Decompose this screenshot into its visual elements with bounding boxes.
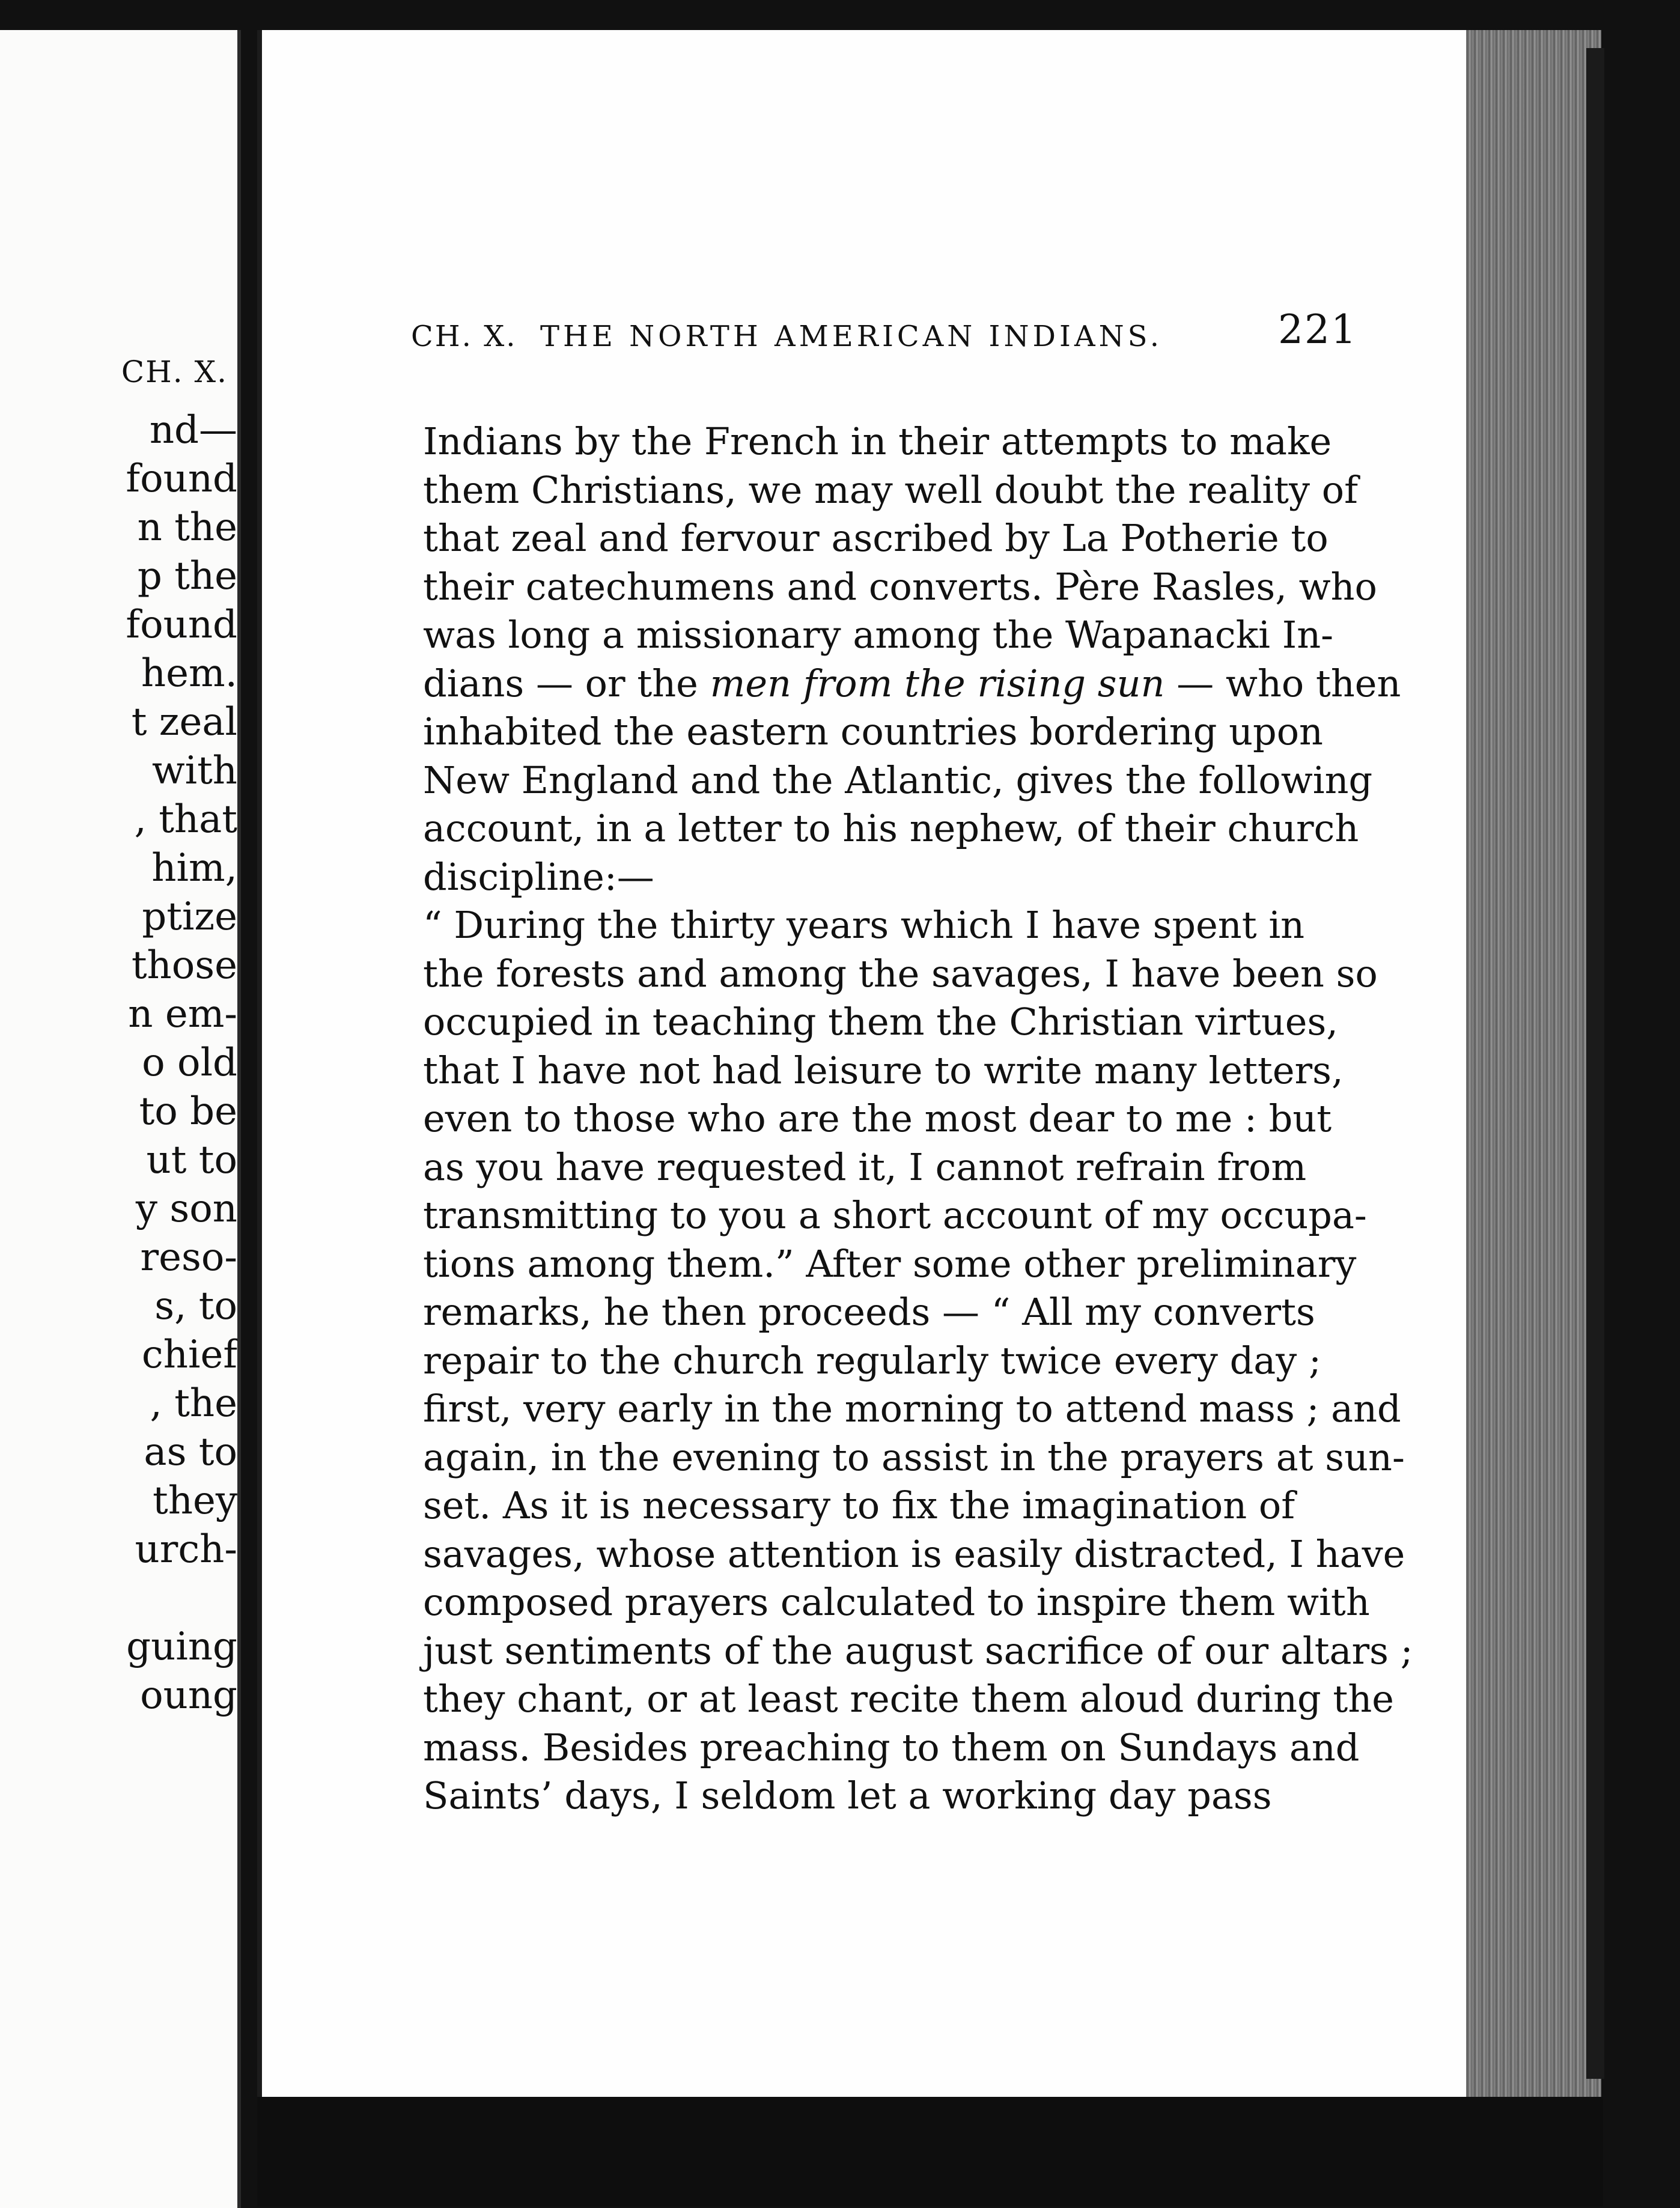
text-line: Saints’ days, I seldom let a working day pass [423,1774,1272,1817]
text-line: the forests and among the savages, I have been so [423,951,1378,996]
chapter-label: CH. X. [411,320,517,353]
text-line: “ During the thirty years which I have spent in [423,903,1305,947]
previous-page [0,30,241,2208]
text-line: remarks, he then proceeds — “ All my converts [423,1290,1315,1334]
text-line: just sentiments of the august sacrifice of our altars ; [423,1628,1413,1673]
running-header [411,306,1357,360]
text-line: set. As it is necessary to fix the imagination of [423,1483,1295,1527]
text-line: inhabited the eastern countries bordering upon [423,710,1323,753]
text-line: Indians by the French in their attempts to make [423,419,1332,463]
previous-page-line: t zeal [131,700,237,744]
italic-phrase: men from the rising sun [710,661,1165,705]
previous-page-line: nd— [149,408,237,452]
previous-page-line: urch- [135,1527,237,1572]
page-number: 221 [1278,306,1357,353]
text-line: account, in a letter to his nephew, of their church [423,806,1359,850]
text-line: them Christians, we may well doubt the reality of [423,467,1359,512]
previous-page-line: as to [144,1430,237,1474]
text-line: mass. Besides preaching to them on Sundays and [423,1725,1360,1769]
previous-page-header: CH. X. [121,354,228,389]
previous-page-line: oung [140,1673,237,1718]
text-line [423,660,1401,708]
text-line-segment: — who then [1164,661,1401,705]
text-line: tions among them.” After some other preliminary [423,1241,1357,1286]
page-fore-edge [1466,30,1601,2097]
previous-page-line: o old [142,1041,237,1085]
text-line: again, in the evening to assist in the prayers at sun- [423,1435,1405,1479]
text-line: as you have requested it, I cannot refrain from [423,1145,1307,1189]
previous-page-line: ut to [146,1138,237,1182]
text-line: repair to the church regularly twice every day ; [423,1338,1321,1382]
previous-page-line: chief [141,1333,237,1377]
text-line: that I have not had leisure to write many letters, [423,1048,1344,1092]
previous-page-line: ptize [142,895,237,939]
text-line-segment: dians — or the [423,661,710,705]
binding-shadow [1586,48,1604,2079]
text-line: savages, whose attention is easily distracted, I have [423,1531,1405,1576]
scan-background [257,2097,1603,2206]
previous-page-line: n the [137,505,237,550]
previous-page-line: found [126,603,237,647]
previous-page-line: p the [137,554,237,598]
previous-page-line: s, to [154,1284,237,1328]
body-text [423,418,1413,1820]
text-line: transmitting to you a short account of my occupa- [423,1193,1367,1237]
text-line: occupied in teaching them the Christian virtues, [423,1000,1338,1044]
text-line: their catechumens and converts. Père Rasles, who [423,564,1377,609]
previous-page-line: with [151,749,237,793]
running-title: THE NORTH AMERICAN INDIANS. [540,320,1163,353]
previous-page-line: found [126,457,237,501]
previous-page-line: to be [139,1089,237,1134]
previous-page-line: they [153,1479,237,1523]
previous-page-line: reso- [140,1235,237,1280]
previous-page-line: , that [134,797,237,842]
previous-page-line: guing [126,1625,237,1669]
previous-page-line: those [131,943,237,988]
text-line: they chant, or at least recite them aloud during the [423,1677,1394,1721]
text-line: first, very early in the morning to attend mass ; and [423,1387,1401,1431]
current-page [257,30,1482,2097]
text-line: discipline:— [423,854,654,899]
text-line: New England and the Atlantic, gives the following [423,758,1373,802]
text-line: composed prayers calculated to inspire them with [423,1580,1370,1624]
previous-page-line: him, [151,846,237,890]
text-line: even to those who are the most dear to me : but [423,1096,1332,1140]
previous-page-line: n em- [128,992,237,1036]
text-line: that zeal and fervour ascribed by La Potherie to [423,516,1328,560]
text-line: was long a missionary among the Wapanacki In- [423,613,1334,657]
previous-page-line: y son [135,1187,237,1231]
previous-page-line: hem. [141,651,237,696]
previous-page-line: , the [150,1381,237,1426]
